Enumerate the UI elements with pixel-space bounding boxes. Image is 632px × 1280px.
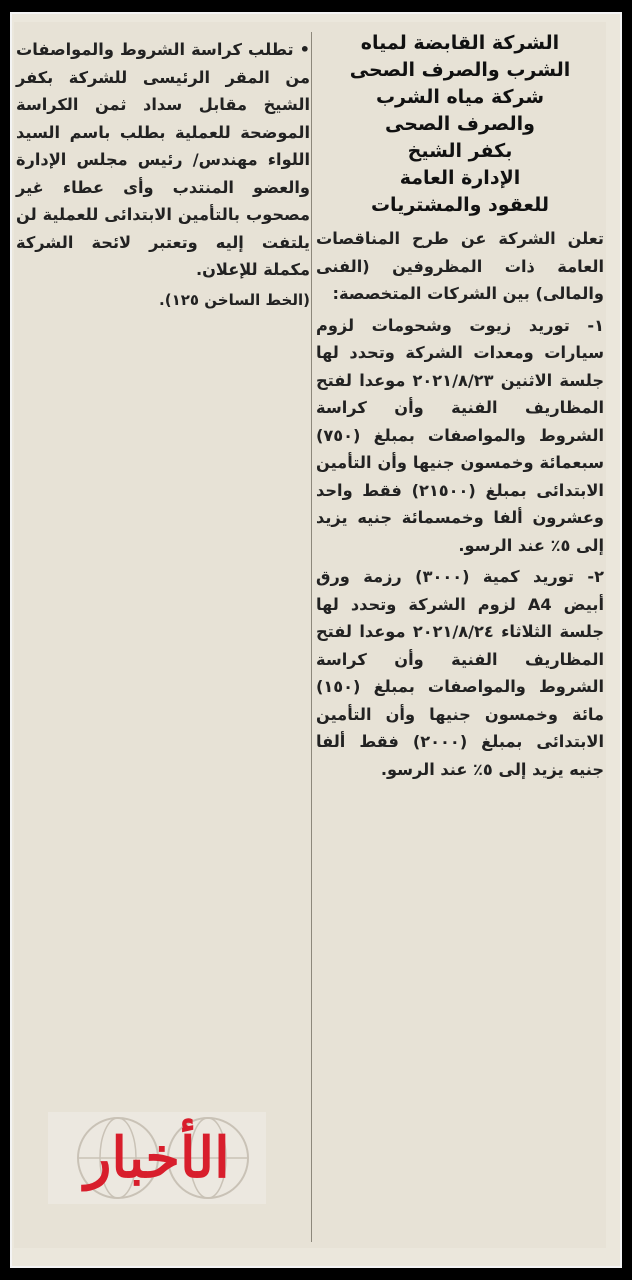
tender-item-2: ٢- توريد كمية (٣٠٠٠) رزمة ورق أبيض A4 لزوم الشركة وتحدد لها جلسة الثلاثاء ٢٠٢١/٨/٢٤ موعدا لفتح المظاريف الفنية وأن كراسة الشروط والمواصفات بمبلغ (١٥٠) مائة وخمسون جنيها وأن التأمين الابتدائى بمبلغ (٢٠٠٠) فقط ألفا جنيه يزيد إلى ٥٪ عند الرسو. [316, 567, 605, 779]
logo-text: الأخبار [84, 1125, 230, 1191]
header-line: للعقود والمشتريات [370, 194, 550, 216]
left-column [16, 36, 310, 314]
conditions-paragraph: • تطلب كراسة الشروط والمواصفات من المقر الرئيسى للشركة بكفر الشيخ مقابل سداد ثمن الكراسة الموضحة للعملية بطلب باسم السيد اللواء مهندس/ رئيس مجلس الإدارة والعضو المنتدب وأى عطاء غير مصحوب بالتأمين الابتدائى للعملية لن يلتفت إليه وتعتبر لائحة الشركة مكملة للإعلان. [16, 40, 310, 279]
header-line: الإدارة العامة [399, 167, 521, 189]
al-akhbar-logo [48, 1112, 266, 1204]
header-line: والصرف الصحى [385, 113, 535, 135]
company-header [316, 30, 604, 219]
right-column [316, 30, 604, 1245]
tender-item-1: ١- توريد زيوت وشحومات لزوم سيارات ومعدات الشركة وتحدد لها جلسة الاثنين ٢٠٢١/٨/٢٣ موعدا لفتح المظاريف الفنية وأن كراسة الشروط والمواصفات بمبلغ (٧٥٠) سبعمائة وخمسون جنيها وأن التأمين الابتدائى بمبلغ (٢١٥٠٠) فقط واحد وعشرون ألفا وخمسمائة جنيه يزيد إلى ٥٪ عند الرسو. [316, 315, 604, 555]
hotline-note: (الخط الساخن ١٢٥). [159, 290, 310, 309]
header-line: الشركة القابضة لمياه [360, 32, 560, 54]
header-line: شركة مياه الشرب [375, 86, 545, 108]
header-line: بكفر الشيخ [407, 140, 513, 162]
column-divider [311, 32, 312, 1242]
header-line: الشرب والصرف الصحى [349, 59, 571, 81]
announcement-intro: تعلن الشركة عن طرح المناقصات العامة ذات المظروفين (الفنى والمالى) بين الشركات المتخصصة: [316, 229, 604, 303]
